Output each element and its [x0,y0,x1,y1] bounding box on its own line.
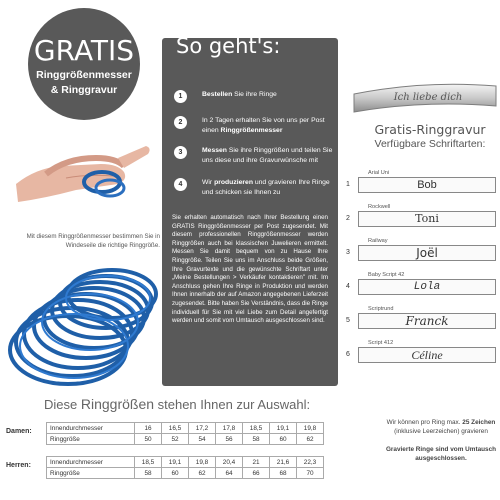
table-row: Innendurchmesser 18,5 19,1 19,8 20,4 21 21,6 22,3 [47,457,324,468]
table-row: Ringgröße 50 52 54 56 58 60 62 [47,434,324,445]
step-number: 2 [174,116,187,129]
step-number: 4 [174,178,187,191]
badge-title: GRATIS [33,34,135,67]
panel-body-text: Sie erhalten automatisch nach Ihrer Bestellung einen GRATIS Ringgrößenmesser per Post zugesendet. Mit diesem professionellen Ringgrößenmesser werden Ringgrößen auch bei klassischen Juwelieren ermittelt. Messen Sie damit bequem von zu Hause Ihre Ringgröße. Teilen Sie uns im Anschluss beide Größen, Ihre Gravurtexte und die gewünschte Schriftart unter „Meine Bestellungen > Verkäufer kontaktieren" mit. Im Anschluss gehen Ihre Ringe in Produktion und werden Ihnen innerhalb der auf Amazon angegebenen Lieferzeit zugesendet. Bitte haben Sie Verständnis, dass die Ringe individuell für Sie mit viel Liebe zum Detail angefertigt werden und somit vom Umtausch ausgeschlossen sind. [172,214,328,325]
gratis-badge [28,8,140,120]
sizes-table-damen [46,422,324,445]
engraved-ring-image [350,76,498,116]
font-option: Railway 3 Joël [346,238,498,264]
table-row: Ringgröße 58 60 62 64 66 68 70 [47,468,324,479]
sizes-heading: Diese Ringgrößen stehen Ihnen zur Auswahl: [44,396,311,412]
font-option: Arial Uni 1 Bob [346,170,498,196]
engraving-note: Wir können pro Ring max. 25 Zeichen (inklusive Leerzeichen) gravieren Gravierte Ringe sind vom Umtausch ausgeschlossen. [385,419,497,462]
engraving-sample: Ich liebe dich [393,92,463,103]
font-option: Baby Script 42 4 Lola [346,272,498,298]
badge-line-ring-sizer: Ringgrößenmesser [36,69,132,81]
font-sample: Bob [358,177,496,193]
hand-photo [6,118,154,226]
group-label-herren: Herren: [6,462,31,469]
step-2: 2 In 2 Tagen erhalten Sie von uns per Post einen Ringgrößenmesser [174,116,334,136]
font-option: Script 412 6 Céline [346,340,498,366]
step-number: 1 [174,90,187,103]
ring-sizer-photo [2,254,168,394]
engraving-title: Gratis-Ringgravur [374,122,486,137]
step-4: 4 Wir produzieren und gravieren Ihre Ringe und schicken sie Ihnen zu [174,178,334,198]
panel-title: So geht's: [176,34,281,58]
hand-caption: Mit diesem Ringgrößenmesser bestimmen Sie in Windeseile die richtige Ringgröße. [26,233,160,249]
font-option: Scriptrund 5 Franck [346,306,498,332]
group-label-damen: Damen: [6,428,32,435]
step-3: 3 Messen Sie ihre Ringgrößen und teilen Sie uns diese und ihre Gravurwünsche mit [174,146,334,166]
sizes-table-herren [46,456,324,479]
step-1: 1 Bestellen Sie ihre Ringe [174,90,334,100]
table-row: Innendurchmesser 16 16,5 17,2 17,8 18,5 19,1 19,8 [47,423,324,434]
font-sample: Joël [358,245,496,261]
font-sample: Céline [358,347,496,363]
font-sample: Toni [358,211,496,227]
step-number: 3 [174,146,187,159]
font-sample: Lola [358,279,496,295]
font-option: Rockwell 2 Toni [346,204,498,230]
badge-line-engraving: & Ringgravur [50,84,118,96]
engraving-heading [362,122,498,150]
no-exchange-note: Gravierte Ringe sind vom Umtausch ausgeschlossen. [385,446,497,462]
instructions-panel [162,38,338,386]
engraving-subtitle: Verfügbare Schriftarten: [374,138,486,150]
font-sample: Franck [358,313,496,329]
